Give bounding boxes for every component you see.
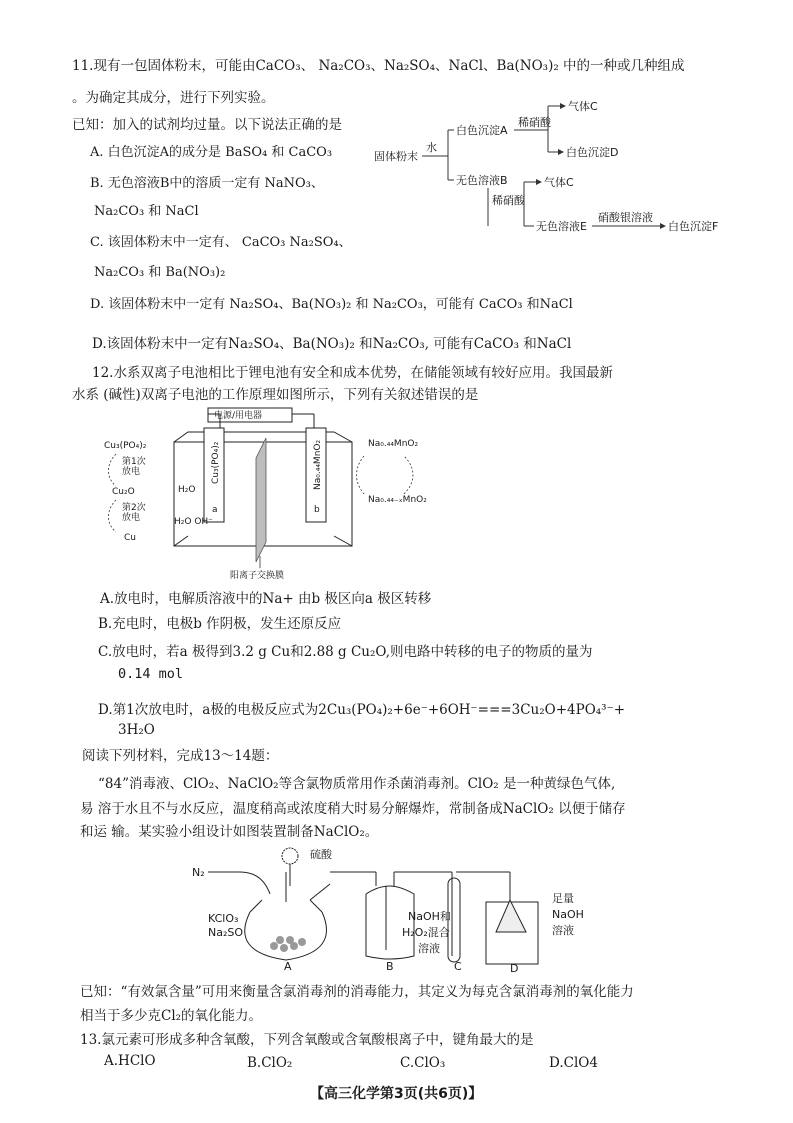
q11-option-a: A. 白色沉淀A的成分是 BaSO₄ 和 CaCO₃: [90, 145, 333, 160]
apparatus-label-d: D: [510, 962, 519, 975]
flow-ppt-f: 白色沉淀F: [668, 220, 719, 233]
q12-stem-line1: 12.水系双离子电池相比于锂电池有安全和成本优势，在储能领域有较好应用。我国最新: [92, 365, 613, 381]
flow-gas-c-2: 气体C: [544, 176, 574, 189]
diagram-r2: Na₀.₄₄₋ₓMnO₂: [368, 495, 427, 505]
q13-stem: 13.氯元素可形成多种含氧酸，下列含氧酸或含氧酸根离子中，键角最大的是: [80, 1032, 534, 1048]
diagram-h2o-oh: H₂O OH⁻: [174, 517, 213, 527]
apparatus-excess-2: NaOH: [552, 908, 584, 921]
q11-option-c-line1: C. 该固体粉末中一定有、 CaCO₃ Na₂SO₄、: [90, 235, 352, 250]
flow-dil-hno3: 稀硝酸: [518, 116, 551, 129]
apparatus-naoh-mix-2: H₂O₂混合: [402, 926, 450, 939]
diagram-h2o: H₂O: [178, 485, 196, 495]
apparatus-naoh-mix-3: 溶液: [418, 942, 440, 955]
q12-option-c-line1: C.放电时，若a 极得到3.2 g Cu和2.88 g Cu₂O,则电路中转移的电子的物质的量为: [98, 644, 593, 660]
diagram-r1: Na₀.₄₄MnO₂: [368, 439, 419, 449]
reading-paragraph-line1: “84”消毒液、ClO₂、NaClO₂等含氯物质常用作杀菌消毒剂。ClO₂ 是一种黄绿色气体,: [98, 776, 616, 792]
reading-intro: 阅读下列材料，完成13～14题：: [82, 748, 279, 764]
apparatus-acid: 硫酸: [310, 848, 332, 861]
apparatus-n2: N₂: [192, 866, 205, 879]
q11-option-c-line2: Na₂CO₃ 和 Ba(NO₃)₂: [94, 265, 226, 280]
reading-paragraph-line3: 和运 输。某实验小组设计如图装置制备NaClO₂。: [80, 824, 379, 840]
flow-ppt-d: 白色沉淀D: [566, 146, 619, 159]
diagram-l1: Cu₃(PO₄)₂: [104, 441, 147, 451]
diagram-l5: 第2次: [122, 503, 146, 513]
reading-note-line1: 已知：“有效氯含量”可用来衡量含氯消毒剂的消毒能力，其定义为每克含氯消毒剂的氧化能力: [80, 984, 634, 1000]
apparatus-label-a: A: [284, 960, 292, 973]
apparatus-excess-3: 溶液: [552, 924, 574, 937]
q12-option-d-line1: D.第1次放电时，a极的电极反应式为2Cu₃(PO₄)₂+6e⁻+6OH⁻===3Cu₂O+4PO₄³⁻+: [98, 702, 626, 718]
q12-option-b: B.充电时，电极b 作阴极，发生还原反应: [98, 616, 342, 632]
q12-battery-diagram: [104, 402, 444, 580]
diagram-a: a: [212, 505, 218, 515]
flow-water: 水: [426, 141, 437, 154]
apparatus-diagram: [190, 842, 610, 976]
apparatus-naoh-mix-1: NaOH和: [408, 910, 451, 923]
q12-stem-line2: 水系 (碱性)双离子电池的工作原理如图所示，下列有关叙述错误的是: [72, 387, 479, 403]
q13-option-c: C.ClO₃: [400, 1055, 446, 1071]
flow-start: 固体粉末: [374, 150, 418, 163]
flow-dil-hno3-2: 稀硝酸: [492, 194, 525, 207]
diagram-device: 电源/用电器: [214, 411, 263, 421]
q12-option-a: A.放电时，电解质溶液中的Na+ 由b 极区向a 极区转移: [100, 591, 432, 607]
q12-option-c-line2: 0.14 mol: [118, 666, 184, 682]
q11-option-d: D. 该固体粉末中一定有 Na₂SO₄、Ba(NO₃)₂ 和 Na₂CO₃，可能有 CaCO₃ 和NaCl: [90, 297, 573, 312]
apparatus-excess-1: 足量: [552, 892, 574, 905]
diagram-l2: 第1次: [122, 457, 146, 467]
diagram-b: b: [314, 505, 320, 515]
q11-stem-line2: 。为确定其成分，进行下列实验。: [72, 90, 275, 106]
q11-option-b-line2: Na₂CO₃ 和 NaCl: [94, 204, 199, 219]
flow-ppt-a: 白色沉淀A: [456, 124, 508, 137]
apparatus-na2so: Na₂SO: [208, 926, 244, 939]
diagram-l7: Cu: [124, 533, 136, 543]
apparatus-kclo3: KClO₃: [208, 912, 239, 925]
q11-option-d-repeat: D.该固体粉末中一定有Na₂SO₄、Ba(NO₃)₂ 和Na₂CO₃, 可能有CaCO₃ 和NaCl: [92, 336, 572, 352]
q11-flow-chart: [370, 96, 750, 241]
q11-known: 已知：加入的试剂均过量。以下说法正确的是: [72, 117, 342, 133]
flow-agno3: 硝酸银溶液: [598, 211, 653, 224]
reading-paragraph-line2: 易 溶于水且不与水反应，温度稍高或浓度稍大时易分解爆炸，常制备成NaClO₂ 以便于储存: [80, 801, 626, 817]
diagram-l4: Cu₂O: [112, 487, 135, 497]
diagram-right-electrode: Na₀.₄₄MnO₂: [313, 439, 323, 490]
apparatus-label-b: B: [386, 960, 394, 973]
diagram-l3: 放电: [122, 467, 141, 477]
q13-option-a: A.HClO: [104, 1053, 156, 1069]
q12-option-d-line2: 3H₂O: [118, 722, 155, 738]
apparatus-label-c: C: [454, 960, 462, 973]
diagram-left-electrode: Cu₃(PO₄)₂: [211, 441, 221, 484]
q11-stem-line1: 11.现有一包固体粉末，可能由CaCO₃、 Na₂CO₃、Na₂SO₄、NaCl、Ba(NO₃)₂ 中的一种或几种组成: [72, 58, 685, 74]
flow-sol-b: 无色溶液B: [456, 174, 508, 187]
page-footer: 【高三化学第3页(共6页)】: [310, 1086, 483, 1102]
flow-gas-c: 气体C: [568, 100, 598, 113]
diagram-l6: 放电: [122, 513, 141, 523]
diagram-membrane: 阳离子交换膜: [230, 571, 285, 580]
flow-sol-e: 无色溶液E: [536, 220, 587, 233]
q11-option-b-line1: B. 无色溶液B中的溶质一定有 NaNO₃、: [90, 176, 324, 191]
q13-option-b: B.ClO₂: [247, 1055, 293, 1071]
reading-note-line2: 相当于多少克Cl₂的氧化能力。: [80, 1008, 263, 1024]
q13-option-d: D.ClO4: [549, 1055, 598, 1071]
